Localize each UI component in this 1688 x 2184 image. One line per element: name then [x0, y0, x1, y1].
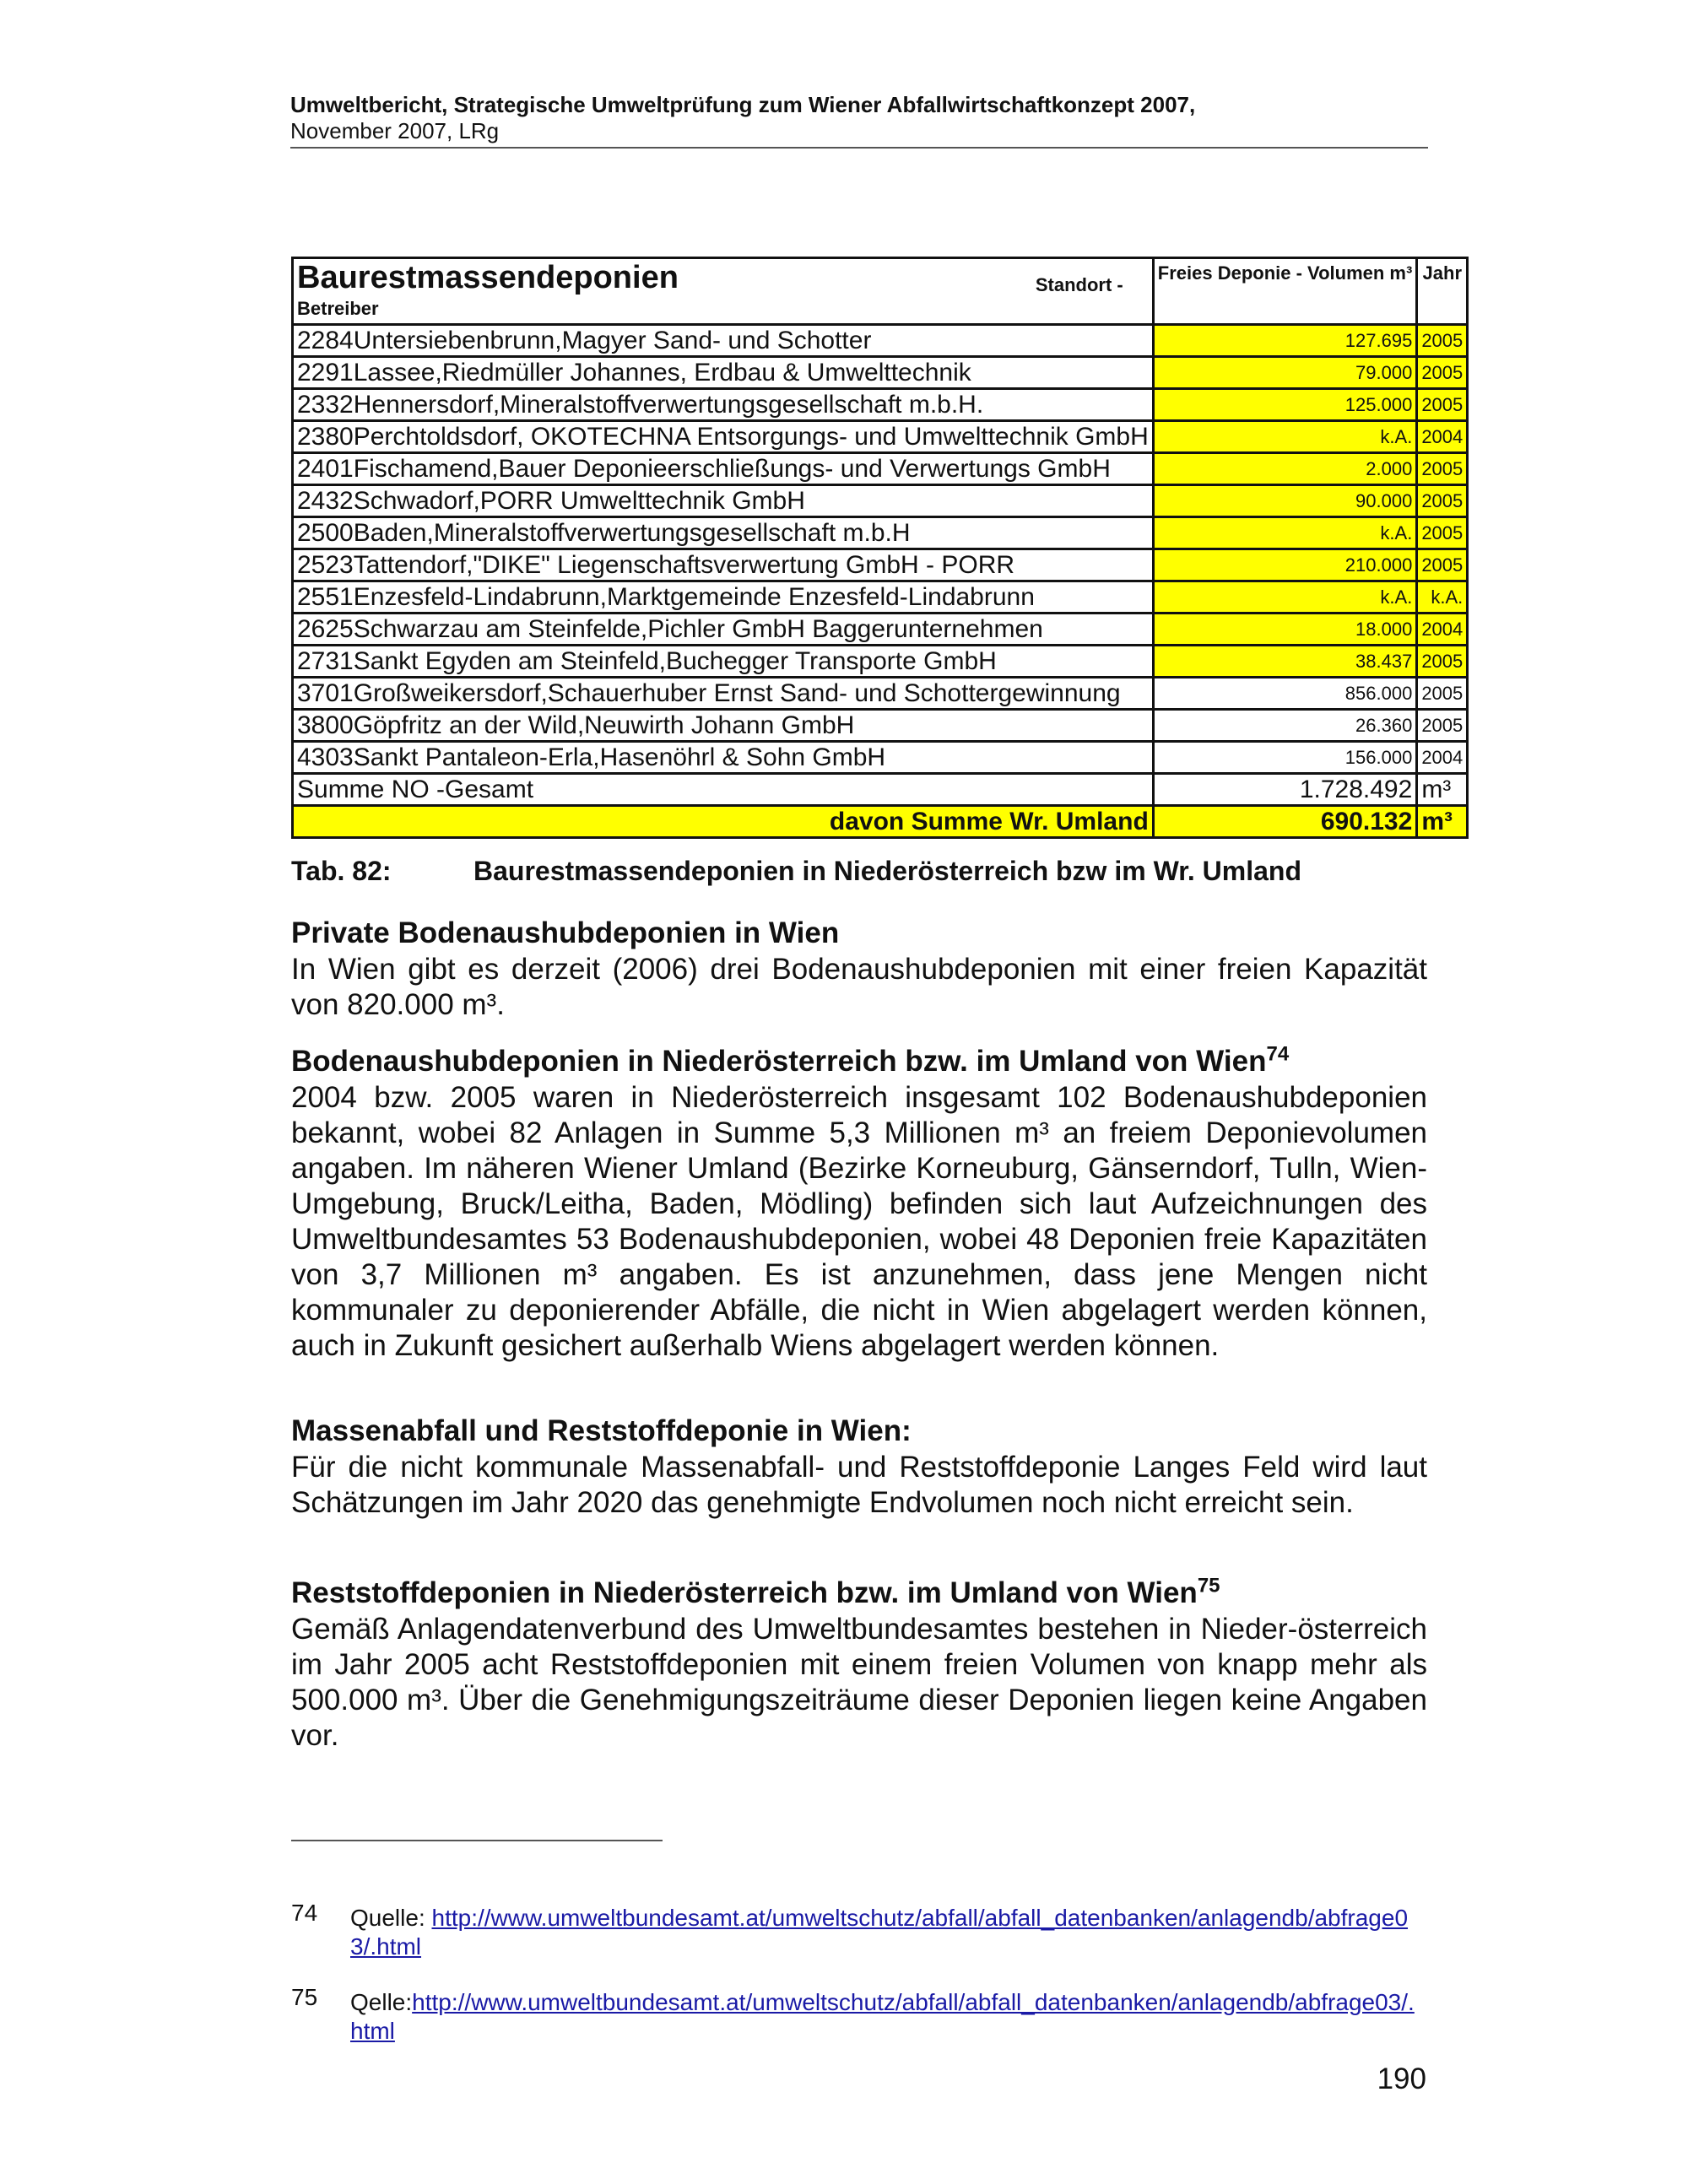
row-volume: 18.000	[1153, 614, 1417, 646]
row-name: 2284Untersiebenbrunn,Magyer Sand- und Schotter	[293, 325, 1154, 357]
umland-value: 690.132	[1153, 806, 1417, 838]
row-volume: k.A.	[1153, 517, 1417, 549]
section-text: Für die nicht kommunale Massenabfall- und Reststoffdeponie Langes Feld wird laut Schätzungen im Jahr 2020 das genehmigte Endvolumen noch nicht erreicht sein.	[291, 1451, 1427, 1519]
row-volume: 79.000	[1153, 357, 1417, 389]
table-row	[293, 678, 1468, 710]
report-date: November 2007, LRg	[290, 118, 500, 143]
umland-label: davon Summe Wr. Umland	[293, 806, 1154, 838]
row-year: 2005	[1417, 485, 1468, 517]
footnote-ref-74[interactable]: 74	[1266, 1042, 1290, 1066]
table-row	[293, 421, 1468, 453]
table-row	[293, 389, 1468, 421]
section-massenabfall	[291, 1413, 1427, 1521]
sum-label: Summe NO -Gesamt	[293, 774, 1154, 806]
row-year: 2005	[1417, 453, 1468, 485]
footnote-75	[291, 1984, 1427, 2046]
footnote-ref-75[interactable]: 75	[1197, 1574, 1220, 1597]
table-row	[293, 453, 1468, 485]
table-row	[293, 549, 1468, 581]
row-name: 2332Hennersdorf,Mineralstoffverwertungsgesellschaft m.b.H.	[293, 389, 1154, 421]
volume-column-header: Freies Deponie - Volumen m³	[1153, 258, 1417, 325]
row-year: 2005	[1417, 646, 1468, 678]
umland-row	[293, 806, 1468, 838]
row-volume: 90.000	[1153, 485, 1417, 517]
footnote-prefix: Qelle:	[350, 1989, 413, 2015]
row-name: 2523Tattendorf,"DIKE" Liegenschaftsverwertung GmbH - PORR	[293, 549, 1154, 581]
sum-value: 1.728.492	[1153, 774, 1417, 806]
table-row	[293, 742, 1468, 774]
sum-unit: m³	[1417, 774, 1468, 806]
footnote-link[interactable]: http://www.umweltbundesamt.at/umweltschutz/abfall/abfall_datenbanken/anlagendb/abfrage03/.html	[350, 1989, 1415, 2044]
page-header	[290, 91, 1428, 149]
report-title: Umweltbericht, Strategische Umweltprüfung zum Wiener Abfallwirtschaftkonzept 2007,	[290, 92, 1196, 117]
row-name: 2625Schwarzau am Steinfelde,Pichler GmbH Baggerunternehmen	[293, 614, 1154, 646]
row-year: 2005	[1417, 325, 1468, 357]
footnote-prefix: Quelle:	[350, 1905, 432, 1931]
section-reststoff-noe	[291, 1575, 1427, 1754]
row-name: 2380Perchtoldsdorf, OKOTECHNA Entsorgungs- und Umwelttechnik GmbH	[293, 421, 1154, 453]
table-row	[293, 581, 1468, 614]
row-volume: 2.000	[1153, 453, 1417, 485]
footnote-number: 75	[291, 1984, 318, 2010]
row-name: 4303Sankt Pantaleon-Erla,Hasenöhrl & Sohn GmbH	[293, 742, 1154, 774]
umland-unit: m³	[1417, 806, 1468, 838]
row-volume: 127.695	[1153, 325, 1417, 357]
table-row	[293, 710, 1468, 742]
section-text: 2004 bzw. 2005 waren in Niederösterreich insgesamt 102 Bodenaushubdeponien bekannt, wobei 82 Anlagen in Summe 5,3 Millionen m³ an freiem Deponievolumen angaben. Im näheren Wiener Umland (Bezirke Korneuburg, Gänserndorf, Tulln, Wien-Umgebung, Bruck/Leitha, Baden, Mödling) befinden sich laut Aufzeichnungen des Umweltbundesamtes 53 Bodenaushubdeponien, wobei 48 Deponien freie Kapazitäten von 3,7 Millionen m³ angaben. Es ist anzunehmen, dass jene Mengen nicht kommunaler zu deponierender Abfälle, die nicht in Wien abgelagert werden können, auch in Zukunft gesichert außerhalb Wiens abgelagert werden können.	[291, 1081, 1427, 1362]
table-body	[293, 325, 1468, 774]
row-name: 2731Sankt Egyden am Steinfeld,Buchegger Transporte GmbH	[293, 646, 1154, 678]
row-year: 2005	[1417, 357, 1468, 389]
row-volume: 26.360	[1153, 710, 1417, 742]
section-bodenaushub-noe	[291, 1043, 1427, 1364]
row-name: 2551Enzesfeld-Lindabrunn,Marktgemeinde Enzesfeld-Lindabrunn	[293, 581, 1154, 614]
row-name: 3701Großweikersdorf,Schauerhuber Ernst Sand- und Schottergewinnung	[293, 678, 1154, 710]
caption-text: Baurestmassendeponien in Niederösterreich bzw im Wr. Umland	[473, 856, 1301, 886]
table-row	[293, 325, 1468, 357]
row-volume: k.A.	[1153, 581, 1417, 614]
table-caption	[291, 856, 1301, 887]
section-heading: Reststoffdeponien in Niederösterreich bzw. im Umland von Wien$^{75}$	[291, 1574, 1220, 1609]
row-year: 2005	[1417, 517, 1468, 549]
row-year: 2004	[1417, 421, 1468, 453]
row-year: 2005	[1417, 389, 1468, 421]
table-row	[293, 614, 1468, 646]
row-volume: 156.000	[1153, 742, 1417, 774]
caption-label: Tab. 82:	[291, 856, 392, 886]
betreiber-label: Betreiber	[297, 298, 379, 319]
year-column-header: Jahr	[1417, 258, 1468, 325]
row-volume: 856.000	[1153, 678, 1417, 710]
row-year: 2005	[1417, 710, 1468, 742]
header-name-cell	[293, 258, 1154, 325]
row-year: 2004	[1417, 614, 1468, 646]
section-heading: Massenabfall und Reststoffdeponie in Wien:	[291, 1414, 912, 1447]
row-volume: 125.000	[1153, 389, 1417, 421]
row-name: 3800Göpfritz an der Wild,Neuwirth Johann GmbH	[293, 710, 1154, 742]
footnote-link[interactable]: http://www.umweltbundesamt.at/umweltschutz/abfall/abfall_datenbanken/anlagendb/abfrage03/.html	[350, 1905, 1409, 1960]
section-text: Gemäß Anlagendatenverbund des Umweltbundesamtes bestehen in Nieder-österreich im Jahr 2005 acht Reststoffdeponien mit einem freien Volumen von knapp mehr als 500.000 m³. Über die Genehmigungszeiträume dieser Deponien liegen keine Angaben vor.	[291, 1613, 1427, 1752]
row-name: 2401Fischamend,Bauer Deponieerschließungs- und Verwertungs GmbH	[293, 453, 1154, 485]
table-row	[293, 357, 1468, 389]
row-year: 2005	[1417, 549, 1468, 581]
row-year: 2004	[1417, 742, 1468, 774]
row-year: 2005	[1417, 678, 1468, 710]
row-volume: 38.437	[1153, 646, 1417, 678]
table-row	[293, 646, 1468, 678]
landfill-table	[291, 257, 1469, 839]
sum-row	[293, 774, 1468, 806]
table-header-row	[293, 258, 1468, 325]
section-heading: Bodenaushubdeponien in Niederösterreich bzw. im Umland von Wien$^{74}$	[291, 1042, 1290, 1078]
footnote-number: 74	[291, 1900, 318, 1926]
row-volume: k.A.	[1153, 421, 1417, 453]
row-year: k.A.	[1417, 581, 1468, 614]
standort-label: Standort -	[1035, 274, 1123, 295]
table-row	[293, 517, 1468, 549]
table-row	[293, 485, 1468, 517]
table-title: Baurestmassendeponien	[297, 260, 679, 295]
section-private-bodenaushub	[291, 915, 1427, 1023]
page-number: 190	[1377, 2062, 1426, 2095]
row-name: 2500Baden,Mineralstoffverwertungsgesellschaft m.b.H	[293, 517, 1154, 549]
section-text: In Wien gibt es derzeit (2006) drei Bodenaushubdeponien mit einer freien Kapazität von 820.000 m³.	[291, 953, 1427, 1021]
footnote-divider	[291, 1840, 663, 1841]
row-volume: 210.000	[1153, 549, 1417, 581]
row-name: 2291Lassee,Riedmüller Johannes, Erdbau & Umwelttechnik	[293, 357, 1154, 389]
row-name: 2432Schwadorf,PORR Umwelttechnik GmbH	[293, 485, 1154, 517]
section-heading: Private Bodenaushubdeponien in Wien	[291, 916, 840, 949]
footnote-74	[291, 1900, 1427, 1961]
